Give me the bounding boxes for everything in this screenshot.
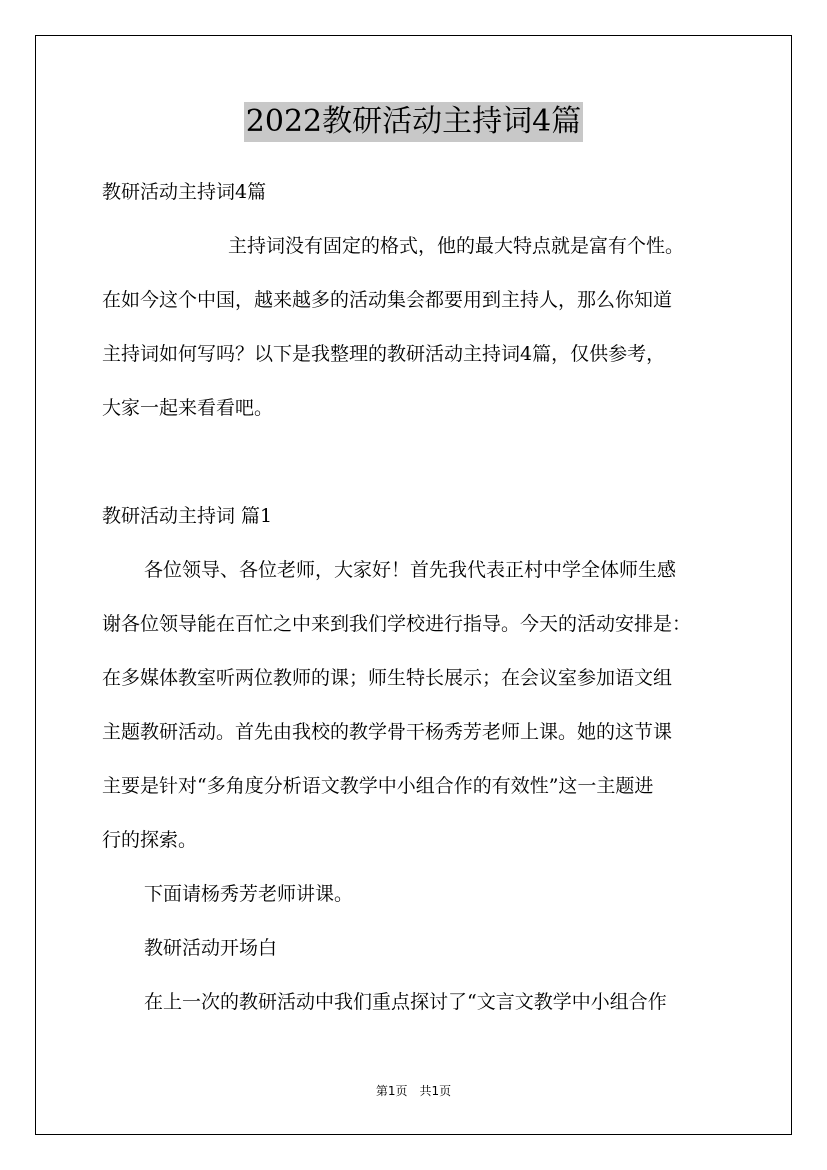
body-line: 主要是针对“多角度分析语文教学中小组合作的有效性”这一主题进 (102, 775, 654, 797)
opening-heading: 教研活动开场白 (144, 937, 278, 959)
document-title: 2022教研活动主持词4篇 (244, 102, 583, 142)
body-line: 行的探索。 (102, 829, 198, 851)
intro-line: 在如今这个中国，越来越多的活动集会都要用到主持人，那么你知道 (102, 289, 673, 311)
body-line: 在上一次的教研活动中我们重点探讨了“文言文教学中小组合作 (144, 991, 667, 1013)
subtitle: 教研活动主持词4篇 (102, 181, 267, 203)
intro-line: 大家一起来看看吧。 (102, 397, 274, 419)
body-line: 各位领导、各位老师，大家好！首先我代表正村中学全体师生感 (144, 559, 677, 581)
document-body (102, 165, 732, 1029)
section-heading: 教研活动主持词 篇1 (102, 505, 273, 527)
body-line: 主题教研活动。首先由我校的教学骨干杨秀芳老师上课。她的这节课 (102, 721, 673, 743)
intro-line: 主持词如何写吗？以下是我整理的教研活动主持词4篇，仅供参考， (102, 343, 666, 365)
intro-line: 主持词没有固定的格式，他的最大特点就是富有个性。 (228, 235, 685, 257)
title-wrap (0, 102, 827, 142)
invite-line: 下面请杨秀芳老师讲课。 (144, 883, 354, 905)
page-footer: 第1页 共1页 (375, 1084, 452, 1098)
spacer (102, 435, 732, 489)
body-line: 在多媒体教室听两位教师的课；师生特长展示；在会议室参加语文组 (102, 667, 673, 689)
body-line: 谢各位领导能在百忙之中来到我们学校进行指导。今天的活动安排是： (102, 613, 692, 635)
